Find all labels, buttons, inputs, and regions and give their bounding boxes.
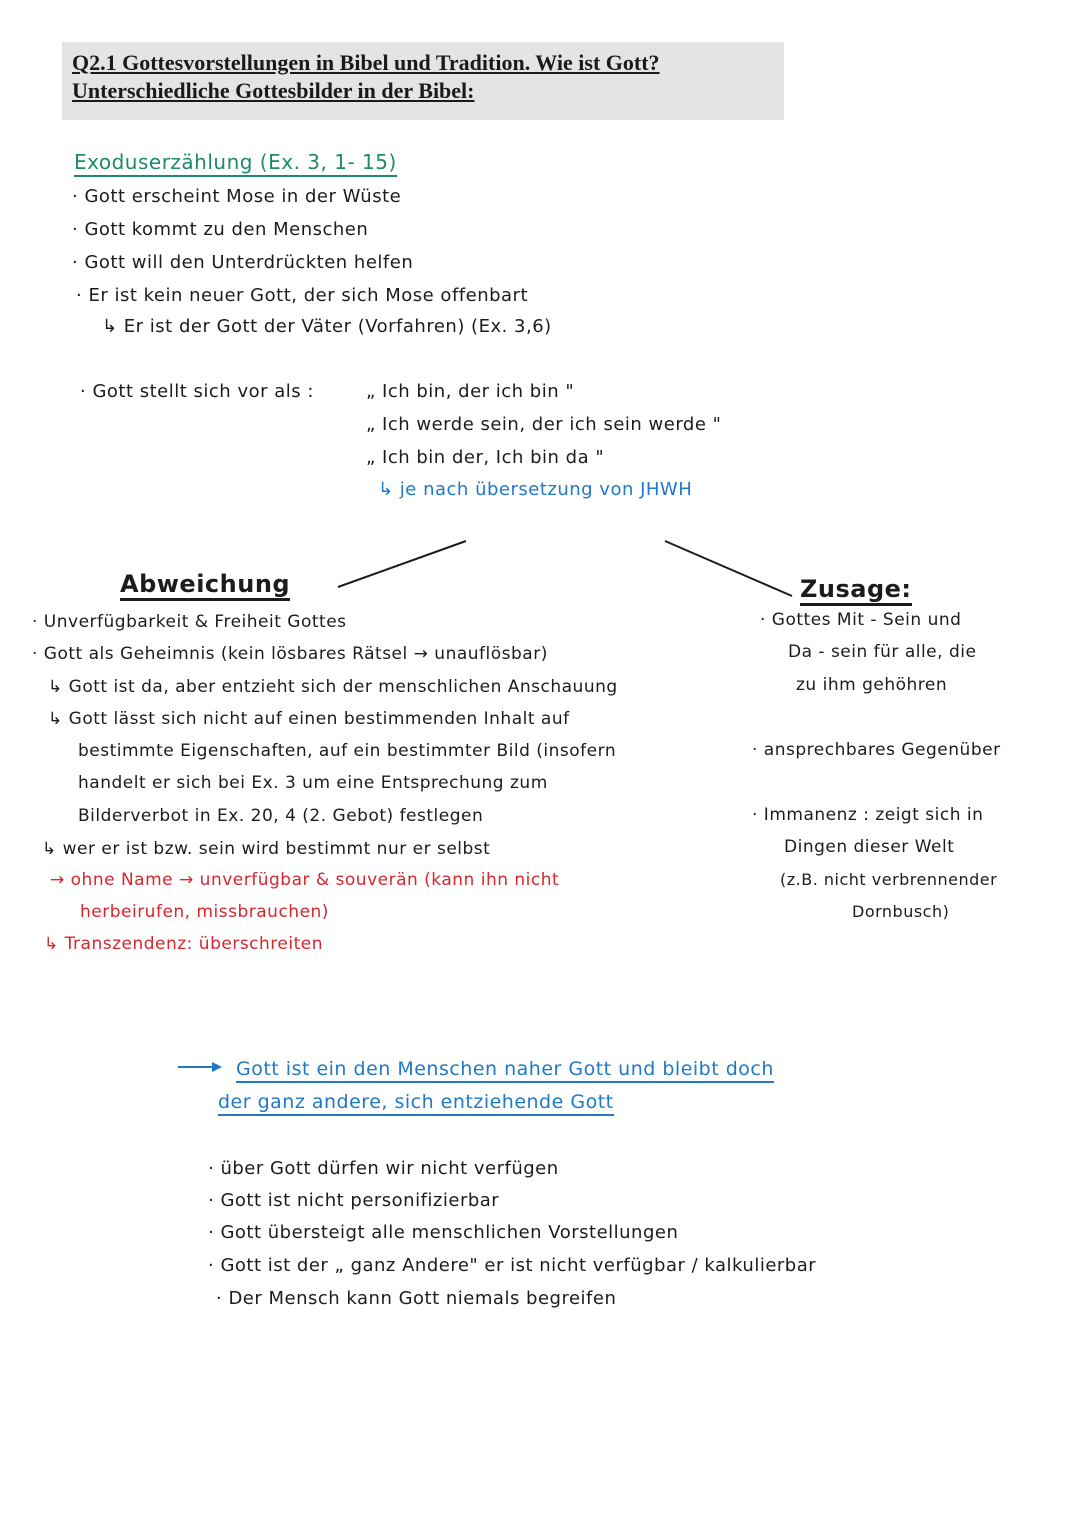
page-title: Q2.1 Gottesvorstellungen in Bibel und Tradition. Wie ist Gott? <box>72 50 660 75</box>
abweichung-line: handelt er sich bei Ex. 3 um eine Entsprechung zum <box>78 773 548 793</box>
abweichung-line: bestimmte Eigenschaften, auf ein bestimmter Bild (insofern <box>78 741 617 761</box>
abweichung-line: Bilderverbot in Ex. 20, 4 (2. Gebot) festlegen <box>78 806 484 826</box>
zusage-line: zu ihm gehöhren <box>796 675 948 695</box>
zusage-line: · Gottes Mit - Sein und <box>760 610 962 630</box>
god-name: „ Ich bin, der ich bin " <box>366 381 575 402</box>
exodus-item: · Gott erscheint Mose in der Wüste <box>72 186 402 207</box>
zusage-line: · Immanenz : zeigt sich in <box>752 805 984 825</box>
exodus-item: ↳ Er ist der Gott der Väter (Vorfahren) (Ex. 3,6) <box>102 316 552 337</box>
translation-note: ↳ je nach übersetzung von JHWH <box>378 479 693 500</box>
abweichung-line: · Unverfügbarkeit & Freiheit Gottes <box>32 612 347 632</box>
abweichung-line: ↳ Gott ist da, aber entzieht sich der menschlichen Anschauung <box>48 677 618 697</box>
abweichung-red-line: herbeirufen, missbrauchen) <box>80 902 329 922</box>
summary-item: · Gott ist der „ ganz Andere" er ist nicht verfügbar / kalkulierbar <box>208 1255 817 1276</box>
abweichung-red-line: → ohne Name → unverfügbar & souverän (kann ihn nicht <box>50 870 560 890</box>
abweichung-line: · Gott als Geheimnis (kein lösbares Rätsel → unauflösbar) <box>32 644 548 664</box>
exodus-item: · Er ist kein neuer Gott, der sich Mose offenbart <box>76 285 529 306</box>
exodus-item: · Gott will den Unterdrückten helfen <box>72 252 414 273</box>
branch-line-right <box>665 541 792 596</box>
zusage-line: (z.B. nicht verbrennender <box>780 870 998 889</box>
summary-item: · Der Mensch kann Gott niemals begreifen <box>216 1288 617 1309</box>
abweichung-line: ↳ Gott lässt sich nicht auf einen bestimmenden Inhalt auf <box>48 709 570 729</box>
zusage-line: Dingen dieser Welt <box>784 837 955 857</box>
zusage-line: Da - sein für alle, die <box>788 642 977 662</box>
branch-line-left <box>338 541 466 587</box>
zusage-title: Zusage: <box>800 575 912 603</box>
abweichung-line: ↳ wer er ist bzw. sein wird bestimmt nur er selbst <box>42 839 491 859</box>
god-name: „ Ich werde sein, der ich sein werde " <box>366 414 722 435</box>
conclusion-arrow-head <box>212 1062 222 1072</box>
summary-item: · Gott übersteigt alle menschlichen Vorstellungen <box>208 1222 679 1243</box>
exodus-intro: · Gott stellt sich vor als : <box>80 381 314 402</box>
page-subtitle: Unterschiedliche Gottesbilder in der Bibel: <box>72 78 475 103</box>
abweichung-red-line: ↳ Transzendenz: überschreiten <box>44 934 323 954</box>
exodus-title: Exoduserzählung (Ex. 3, 1- 15) <box>74 150 397 174</box>
zusage-line: Dornbusch) <box>852 902 950 921</box>
zusage-line: · ansprechbares Gegenüber <box>752 740 1001 760</box>
summary-item: · Gott ist nicht personifizierbar <box>208 1190 500 1211</box>
god-name: „ Ich bin der, Ich bin da " <box>366 447 605 468</box>
summary-item: · über Gott dürfen wir nicht verfügen <box>208 1158 559 1179</box>
exodus-item: · Gott kommt zu den Menschen <box>72 219 369 240</box>
conclusion-line-1: Gott ist ein den Menschen naher Gott und bleibt doch <box>236 1058 774 1080</box>
abweichung-title: Abweichung <box>120 570 290 598</box>
conclusion-line-2: der ganz andere, sich entziehende Gott <box>218 1091 614 1113</box>
